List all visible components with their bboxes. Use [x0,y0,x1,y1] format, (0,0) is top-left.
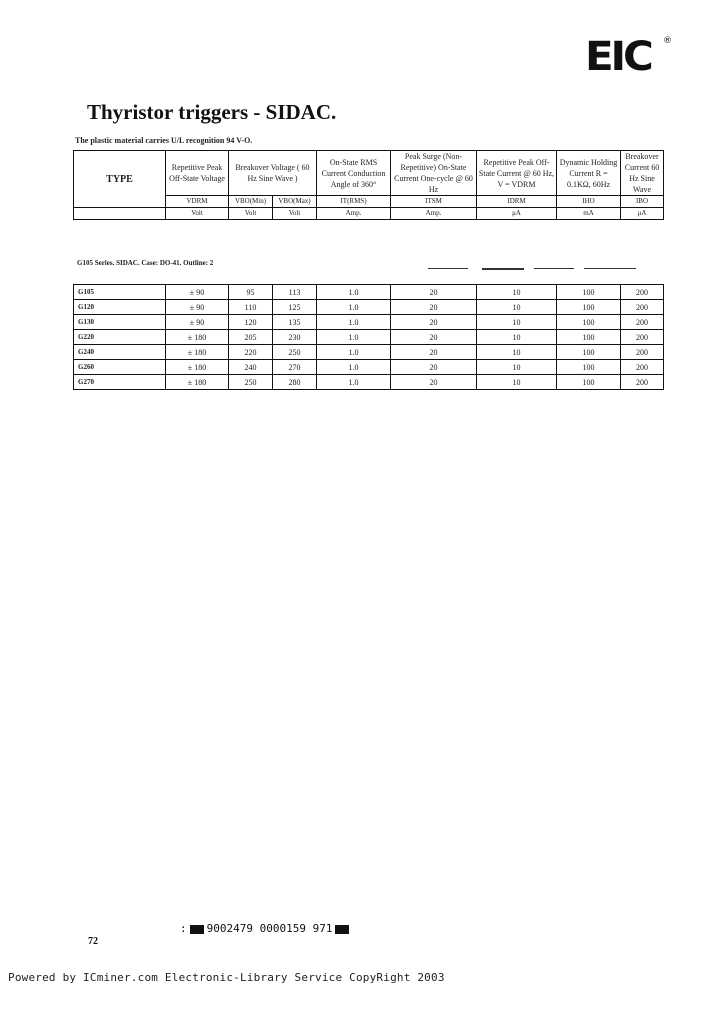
spec-header-table [73,150,664,220]
value-cell: 200 [621,375,664,390]
value-cell: 20 [391,330,477,345]
value-cell: 120 [229,315,273,330]
itsm-header: Peak Surge (Non-Repetitive) On-State Current One-cycle @ 60 Hz [391,151,477,196]
ibo-header: Breakover Current 60 Hz Sine Wave [621,151,664,196]
value-cell: 10 [477,315,557,330]
value-cell: 100 [557,315,621,330]
value-cell: 113 [273,285,317,300]
value-cell: 280 [273,375,317,390]
value-cell: 240 [229,360,273,375]
value-cell: 20 [391,315,477,330]
vbo-header: Breakover Voltage ( 60 Hz Sine Wave ) [229,151,317,196]
value-cell: 270 [273,360,317,375]
dash-line [534,268,574,269]
value-cell: ± 180 [166,375,229,390]
iho-symbol: IHO [557,196,621,208]
device-name-cell: G270 [74,375,166,390]
value-cell: 1.0 [317,345,391,360]
type-unit-cell [74,208,166,220]
dash-line [584,268,636,269]
value-cell: ± 180 [166,345,229,360]
value-cell: 205 [229,330,273,345]
itsm-unit: Amp. [391,208,477,220]
value-cell: 100 [557,375,621,390]
ibo-unit: μA [621,208,664,220]
page-title: Thyristor triggers - SIDAC. [87,100,337,124]
value-cell: 200 [621,330,664,345]
value-cell: 20 [391,285,477,300]
device-name-cell: G240 [74,345,166,360]
device-name-cell: G220 [74,330,166,345]
value-cell: 1.0 [317,285,391,300]
logo-text: EIC [585,34,651,80]
value-cell: 10 [477,375,557,390]
vbo-max-symbol: VBO(Max) [273,196,317,208]
idrm-symbol: IDRM [477,196,557,208]
iho-unit: mA [557,208,621,220]
value-cell: 10 [477,300,557,315]
value-cell: 200 [621,315,664,330]
value-cell: 10 [477,330,557,345]
value-cell: 10 [477,285,557,300]
barcode-line [180,922,352,935]
table-row [74,360,664,375]
value-cell: 95 [229,285,273,300]
value-cell: ± 90 [166,300,229,315]
barcode-block [335,925,349,934]
series-label: G105 Series. SIDAC. Case: DO-41. Outline: 2 [77,259,214,267]
itsm-symbol: ITSM [391,196,477,208]
itrms-unit: Amp. [317,208,391,220]
vdrm-unit: Volt [166,208,229,220]
value-cell: 220 [229,345,273,360]
value-cell: 100 [557,360,621,375]
barcode-number: 9002479 0000159 971 [206,922,333,935]
device-name-cell: G130 [74,315,166,330]
page-number: 72 [88,936,98,947]
value-cell: 125 [273,300,317,315]
value-cell: ± 90 [166,285,229,300]
footer-credit: Powered by ICminer.com Electronic-Library Service CopyRight 2003 [8,971,445,984]
value-cell: 1.0 [317,330,391,345]
eic-logo [585,34,665,80]
value-cell: 250 [273,345,317,360]
table-row [74,345,664,360]
value-cell: 1.0 [317,360,391,375]
device-table [73,284,664,390]
value-cell: 10 [477,345,557,360]
value-cell: 10 [477,360,557,375]
type-header: TYPE [74,151,166,208]
iho-header: Dynamic Holding Current R = 0.1KΩ, 60Hz [557,151,621,196]
table-row [74,375,664,390]
value-cell: 1.0 [317,375,391,390]
value-cell: 110 [229,300,273,315]
value-cell: ± 90 [166,315,229,330]
itrms-symbol: IT(RMS) [317,196,391,208]
table-row [74,315,664,330]
idrm-header: Repetitive Peak Off-State Current @ 60 Hz, V = VDRM [477,151,557,196]
device-name-cell: G120 [74,300,166,315]
value-cell: ± 180 [166,330,229,345]
vdrm-symbol: VDRM [166,196,229,208]
value-cell: 135 [273,315,317,330]
registered-mark: ® [663,36,672,46]
dash-line [482,268,524,270]
value-cell: ± 180 [166,360,229,375]
value-cell: 250 [229,375,273,390]
barcode-mark: : [180,922,187,935]
idrm-unit: μA [477,208,557,220]
value-cell: 200 [621,300,664,315]
vbo-max-unit: Volt [273,208,317,220]
value-cell: 200 [621,360,664,375]
device-name-cell: G105 [74,285,166,300]
table-row [74,300,664,315]
vbo-min-symbol: VBO(Min) [229,196,273,208]
table-row [74,330,664,345]
vdrm-header: Repetitive Peak Off-State Voltage [166,151,229,196]
value-cell: 200 [621,345,664,360]
value-cell: 1.0 [317,315,391,330]
device-name-cell: G260 [74,360,166,375]
barcode-block [190,925,204,934]
value-cell: 100 [557,300,621,315]
value-cell: 20 [391,345,477,360]
dash-line [428,268,468,269]
value-cell: 20 [391,375,477,390]
ul-note: The plastic material carries U/L recognition 94 V-O. [75,136,253,145]
value-cell: 100 [557,345,621,360]
table-row [74,285,664,300]
value-cell: 200 [621,285,664,300]
value-cell: 20 [391,300,477,315]
itrms-header: On-State RMS Current Conduction Angle of 360° [317,151,391,196]
vbo-min-unit: Volt [229,208,273,220]
value-cell: 20 [391,360,477,375]
value-cell: 230 [273,330,317,345]
ibo-symbol: IBO [621,196,664,208]
value-cell: 1.0 [317,300,391,315]
value-cell: 100 [557,330,621,345]
value-cell: 100 [557,285,621,300]
